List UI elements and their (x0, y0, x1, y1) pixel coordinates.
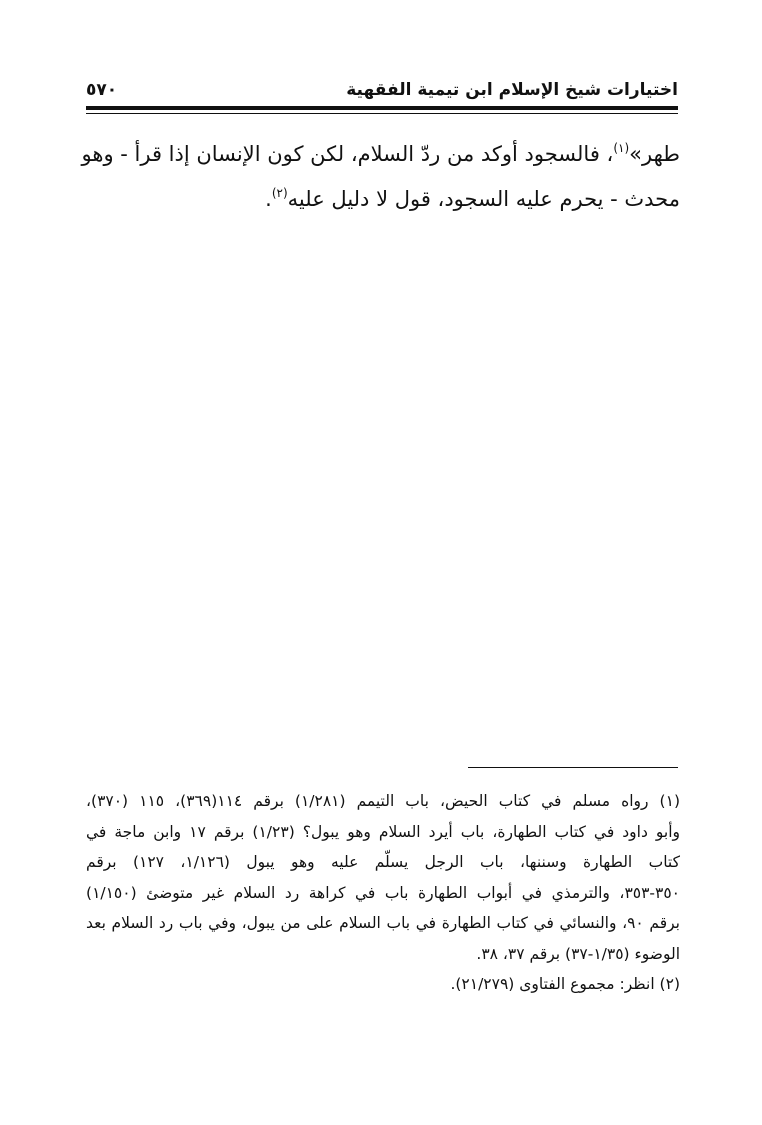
header-rule-thin (86, 113, 678, 114)
header-rule-thick (86, 106, 678, 110)
footnote-line: (١) رواه مسلم في كتاب الحيض، باب التيمم (١/٢٨١) برقم ١١٤(٣٦٩)، ١١٥ (٣٧٠)، (86, 792, 680, 810)
body-line-1 (81, 132, 680, 177)
body-line-1-text: طهر» (629, 142, 680, 166)
body-line-2 (86, 177, 680, 222)
footnote-divider (468, 767, 678, 768)
footnote-line: الوضوء (١/٣٥-٣٧) برقم ٣٧، ٣٨. (476, 944, 680, 963)
footnote-line: كتاب الطهارة وسننها، باب الرجل يسلّم عليه وهو يبول (١/١٢٦، ١٢٧) برقم (86, 853, 680, 871)
body-line-1-rest: ، فالسجود أوكد من ردّ السلام، لكن كون الإنسان إذا قرأ - وهو (81, 142, 614, 166)
page-number: ٥٧٠ (86, 80, 118, 100)
footnote-line: وأبو داود في كتاب الطهارة، باب أيرد السلام وهو يبول؟ (١/٢٣) برقم ١٧ وابن ماجة في (86, 822, 680, 841)
footnote-line: ٣٥٠-٣٥٣، والترمذي في أبواب الطهارة باب في كراهة رد السلام غير متوضئ (١/١٥٠) (86, 883, 680, 902)
footnote-line: برقم ٩٠، والنسائي في كتاب الطهارة في باب السلام على من يبول، وفي باب رد السلام بعد (86, 914, 680, 932)
running-header (86, 76, 678, 106)
footnotes (86, 786, 680, 1000)
body-line-2-text: محدث - يحرم عليه السجود، قول لا دليل عليه (287, 187, 680, 211)
footnote-ref-1[interactable]: (١) (613, 141, 630, 155)
main-text (81, 132, 680, 222)
footnote-ref-2[interactable]: (٢) (271, 186, 288, 200)
body-line-2-rest: . (265, 187, 272, 211)
book-title: اختيارات شيخ الإسلام ابن تيمية الفقهية (346, 80, 678, 100)
footnote-line: (٢) انظر: مجموع الفتاوى (٢١/٢٧٩). (450, 975, 680, 993)
